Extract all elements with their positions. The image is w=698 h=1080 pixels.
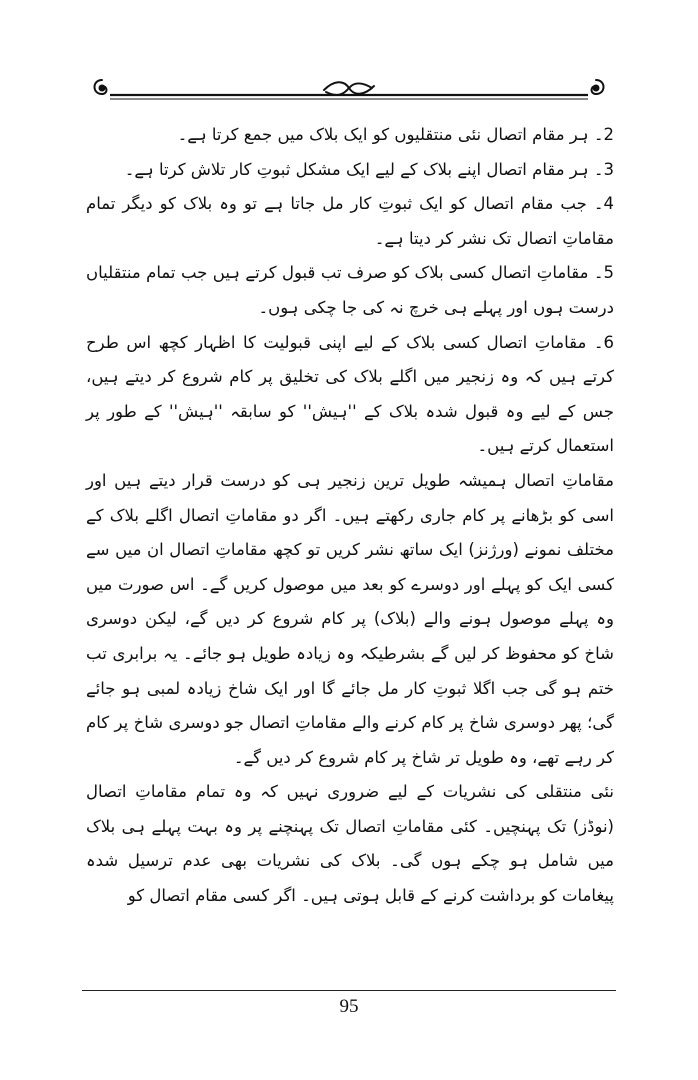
paragraph-item-3: 3۔ ہر مقام اتصال اپنے بلاک کے لیے ایک مشکل ثبوتِ کار تلاش کرتا ہے۔ xyxy=(124,159,614,179)
paragraph-item-6: 6۔ مقاماتِ اتصال کسی بلاک کے لیے اپنی قبولیت کا اظہار کچھ اس طرح کرتے ہیں کہ وہ زنجیر میں اگلے بلاک کی تخلیق پر کام شروع کر دیتے ہیں، جس کے لیے وہ قبول شدہ بلاک کے ''ہیش'' کو سابقہ ''ہیش'' کے طور پر استعمال کرتے ہیں۔ xyxy=(86,332,614,456)
paragraph-broadcasts: نئی منتقلی کی نشریات کے لیے ضروری نہیں کہ وہ تمام مقاماتِ اتصال (نوڈز) تک پہنچیں۔ کئی مقاماتِ اتصال تک پہنچنے پر وہ بہت پہلے ہی بلاک میں شامل ہو چکے ہوں گی۔ بلاک کی نشریات بھی عدم ترسیل شدہ پیغامات کو برداشت کرنے کے قابل ہوتی ہیں۔ اگر کسی مقام اتصال کو xyxy=(86,782,614,906)
paragraph-longest-chain: مقاماتِ اتصال ہمیشہ طویل ترین زنجیر ہی کو درست قرار دیتے ہیں اور اسی کو بڑھانے پر کام جاری رکھتے ہیں۔ اگر دو مقاماتِ اتصال اگلے بلاک کے مختلف نمونے (ورژنز) ایک ساتھ نشر کریں تو کچھ مقاماتِ اتصال ان میں سے کسی ایک کو پہلے اور دوسرے کو بعد میں موصول کریں گے۔ اس صورت میں وہ پہلے موصول ہونے والے (بلاک) پر کام شروع کر دیں گے، لیکن دوسری شاخ کو محفوظ کر لیں گے بشرطیکہ وہ زیادہ طویل ہو جائے۔ یہ برابری تب ختم ہو گی جب اگلا ثبوتِ کار مل جائے گا اور ایک شاخ زیادہ لمبی ہو جائے گی؛ پھر دوسری شاخ پر کام کرنے والے مقاماتِ اتصال جو دوسری شاخ پر کام کر رہے تھے، وہ طویل تر شاخ پر کام شروع کر دیں گے۔ xyxy=(86,470,614,767)
paragraph-item-2: 2۔ ہر مقام اتصال نئی منتقلیوں کو ایک بلاک میں جمع کرتا ہے۔ xyxy=(177,125,614,144)
footer-rule xyxy=(82,990,616,991)
page-number: 95 xyxy=(339,996,359,1017)
paragraph-item-4: 4۔ جب مقام اتصال کو ایک ثبوتِ کار مل جاتا ہے تو وہ بلاک کو دیگر تمام مقاماتِ اتصال تک نشر کر دیتا ہے۔ xyxy=(86,194,614,248)
page-body xyxy=(86,118,614,914)
header-ornament xyxy=(88,70,610,106)
paragraph-item-5: 5۔ مقاماتِ اتصال کسی بلاک کو صرف تب قبول کرتے ہیں جب تمام منتقلیاں درست ہوں اور پہلے ہی خرچ نہ کی جا چکی ہوں۔ xyxy=(86,263,614,317)
